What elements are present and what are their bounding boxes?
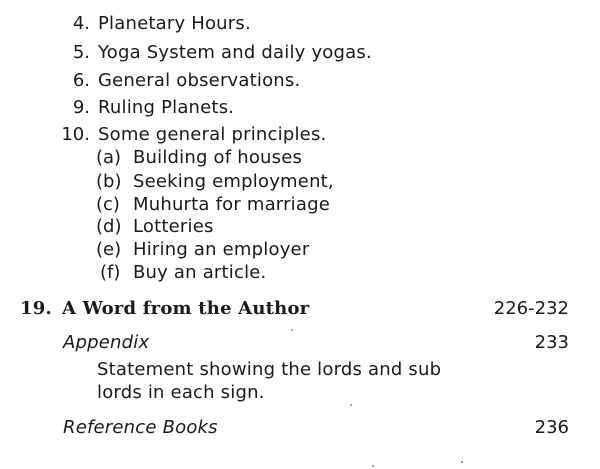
item-number: 10. <box>61 124 90 145</box>
item-number: 4. <box>72 13 90 34</box>
subitem-label: Lotteries <box>133 216 214 237</box>
chapter-pages: 226-232 <box>493 298 569 319</box>
subitem-label: Seeking employment, <box>133 171 334 192</box>
item-number: 9. <box>72 97 90 118</box>
item-number: 6. <box>72 70 90 91</box>
chapter-title: A Word from the Author <box>62 298 310 319</box>
scan-speck <box>350 404 352 406</box>
chapter-number: 19. <box>20 298 52 319</box>
subitem-label: Hiring an employer <box>133 239 310 260</box>
subitem-letter: (e) <box>96 239 122 260</box>
appendix-page: 233 <box>534 332 569 353</box>
item-label: Ruling Planets. <box>98 97 235 118</box>
subitem-label: Buy an article. <box>133 262 267 283</box>
subitem-letter: (f) <box>100 262 121 283</box>
appendix-description-line-2: lords in each sign. <box>97 382 265 403</box>
item-number: 5. <box>72 42 90 63</box>
references-page: 236 <box>534 417 569 438</box>
item-label: Yoga System and daily yogas. <box>98 42 372 63</box>
scan-speck <box>372 465 374 467</box>
references-title: Reference Books <box>63 417 218 438</box>
item-label: Some general principles. <box>98 124 327 145</box>
appendix-description-line-1: Statement showing the lords and sub <box>97 359 442 380</box>
subitem-letter: (d) <box>96 216 122 237</box>
subitem-letter: (b) <box>96 171 122 192</box>
subitem-label: Building of houses <box>133 147 303 168</box>
appendix-title: Appendix <box>63 332 150 353</box>
scan-speck <box>461 461 463 463</box>
subitem-letter: (c) <box>96 194 120 215</box>
subitem-label: Muhurta for marriage <box>133 194 331 215</box>
item-label: Planetary Hours. <box>98 13 251 34</box>
scan-speck <box>291 329 293 331</box>
item-label: General observations. <box>98 70 301 91</box>
subitem-letter: (a) <box>96 147 122 168</box>
